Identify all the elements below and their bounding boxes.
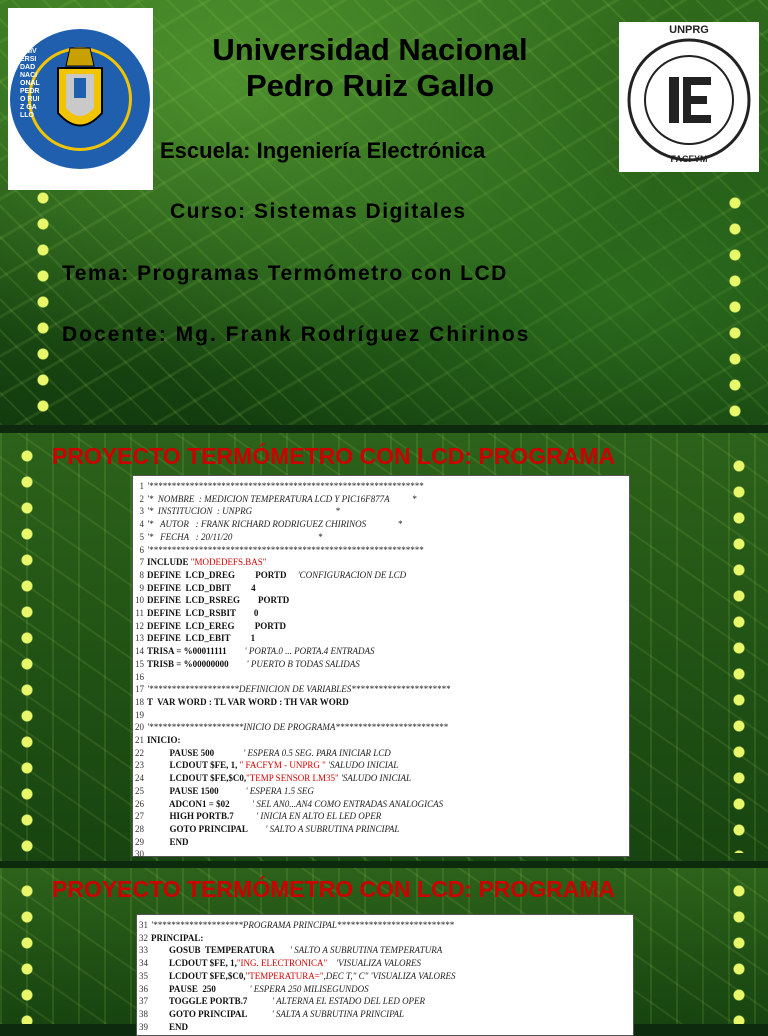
- line-number: 6: [139, 544, 144, 555]
- code-line: [133, 798, 443, 811]
- code-comment: ' PUERTO B TODAS SALIDAS: [246, 658, 360, 669]
- code-keyword: LCDOUT $FE,$C0,: [151, 970, 246, 981]
- code-line: [137, 983, 369, 996]
- code-keyword: PAUSE 250: [151, 983, 250, 994]
- code-comment: '*************************************************************: [147, 481, 424, 491]
- code-comment: '*************************************************************: [147, 544, 424, 555]
- code-line: [133, 505, 340, 518]
- code-line: [133, 683, 450, 696]
- code-comment: ' ESPERA 250 MILISEGUNDOS: [249, 983, 369, 994]
- code-line: [133, 836, 189, 849]
- line-number: 26: [135, 798, 144, 809]
- code-keyword: ADCON1 = $02: [147, 798, 253, 809]
- unprg-electronica-logo: [619, 22, 759, 172]
- line-number: 8: [139, 569, 144, 580]
- code-comment: ' INICIA EN ALTO EL LED OPER: [256, 811, 382, 822]
- code-line: [133, 721, 448, 734]
- code-line: [133, 556, 266, 569]
- code-comment: '* FECHA : 20/11/20 *: [147, 531, 323, 542]
- code-line: [133, 810, 381, 823]
- code-string: "TEMP SENSOR LM35": [246, 773, 339, 784]
- line-number: 15: [135, 658, 144, 669]
- code-comment: 'VISUALIZA VALORES: [327, 958, 422, 969]
- line-number: 18: [135, 696, 144, 707]
- code-slide-1: [0, 433, 768, 861]
- code-keyword: LCDOUT $FE,$C0,: [147, 773, 247, 784]
- code-line: [133, 785, 314, 798]
- code-keyword: T VAR WORD : TL VAR WORD : TH VAR WORD: [147, 696, 349, 707]
- code-line: [137, 957, 421, 970]
- line-number: 37: [139, 996, 148, 1007]
- line-number: 1: [139, 481, 144, 491]
- code-comment: ' SALTO A SUBRUTINA TEMPERATURA: [289, 945, 443, 956]
- code-comment: '* AUTOR : FRANK RICHARD RODRIGUEZ CHIRINOS *: [147, 519, 403, 530]
- code-line: [137, 944, 442, 957]
- line-number: 22: [135, 747, 144, 758]
- code-line: [133, 734, 181, 747]
- university-name-line2: Pedro Ruiz Gallo: [245, 68, 495, 103]
- pcb-dots-left: [14, 878, 40, 1024]
- code-keyword: TRISA = %00011111: [147, 646, 245, 657]
- line-number: 3: [139, 506, 144, 517]
- line-number: 7: [139, 557, 144, 568]
- line-number: 14: [135, 646, 144, 657]
- line-number: 21: [135, 735, 144, 745]
- code-keyword: INCLUDE: [147, 557, 191, 568]
- logo-right-top-text: UNPRG: [669, 24, 709, 36]
- line-number: 4: [139, 519, 144, 530]
- code-line: [137, 919, 454, 932]
- line-number: 13: [135, 633, 144, 644]
- line-number: 36: [139, 983, 148, 994]
- code-comment: ' SEL AN0...AN4 COMO ENTRADAS ANALOGICAS: [252, 798, 444, 809]
- code-slide-2: [0, 868, 768, 1032]
- code-line: [133, 607, 258, 620]
- code-keyword: INICIO:: [147, 735, 181, 745]
- code-keyword: DEFINE LCD_RSREG PORTD: [147, 595, 290, 606]
- pcb-dots-right: [726, 878, 752, 1024]
- code-string: "ING. ELECTRONICA": [236, 958, 328, 969]
- code-string: "MODEDEFS.BAS": [190, 557, 267, 568]
- code-keyword: DEFINE LCD_EBIT 1: [147, 633, 256, 644]
- code-line: [133, 569, 406, 582]
- line-number: 34: [139, 958, 148, 969]
- line-number: 17: [135, 684, 144, 695]
- code-comment: '* NOMBRE : MEDICION TEMPERATURA LCD Y PIC16F877A *: [147, 493, 417, 504]
- code-listing: [136, 914, 634, 1036]
- code-line: [133, 671, 147, 684]
- code-comment: 'SALUDO INICIAL: [338, 773, 412, 784]
- line-number: 12: [135, 620, 144, 631]
- line-number: 19: [135, 709, 144, 720]
- line-number: 27: [135, 811, 144, 822]
- logo-right-ring-text: ESCUELA PROFESIONAL DE INGENIERIA ELECTRONICA: [645, 62, 653, 67]
- code-line: [133, 518, 402, 531]
- code-line: [133, 772, 411, 785]
- line-number: 29: [135, 836, 144, 847]
- code-line: [133, 696, 349, 709]
- school-label: Escuela: Ingeniería Electrónica: [160, 138, 486, 163]
- code-string: " FACFYM - UNPRG ": [239, 760, 326, 771]
- unprg-university-logo: [8, 8, 153, 190]
- code-line: [137, 932, 203, 945]
- code-keyword: LCDOUT $FE, 1,: [151, 958, 237, 969]
- code-line: [133, 544, 423, 557]
- code-line: [133, 848, 147, 861]
- code-listing: [132, 475, 630, 860]
- code-line: [137, 1008, 404, 1021]
- code-keyword: DEFINE LCD_EREG PORTD: [147, 620, 286, 631]
- code-line: [137, 995, 425, 1008]
- code-line: [133, 594, 289, 607]
- code-line: [133, 645, 375, 658]
- code-line: [133, 480, 423, 493]
- pcb-dots-right: [726, 453, 752, 853]
- line-number: 24: [135, 773, 144, 784]
- code-keyword: GOTO PRINCIPAL: [147, 823, 266, 834]
- code-comment: 'SALUDO INICIAL: [325, 760, 399, 771]
- code-keyword: END: [147, 836, 189, 847]
- code-comment: ' ESPERA 0.5 SEG. PARA INICIAR LCD: [243, 747, 391, 758]
- code-comment: ' SALTA A SUBRUTINA PRINCIPAL: [271, 1008, 404, 1019]
- code-keyword: GOTO PRINCIPAL: [151, 1008, 272, 1019]
- code-comment: '* INSTITUCION : UNPRG *: [147, 506, 340, 517]
- code-line: [133, 493, 417, 506]
- logo-left-bottom-text: LAMBAYEQUE: [45, 168, 116, 179]
- code-line: [133, 531, 322, 544]
- code-line: [137, 1021, 188, 1034]
- topic-label: Tema: Programas Termómetro con LCD: [62, 262, 508, 285]
- code-keyword: PAUSE 1500: [147, 785, 246, 796]
- slide-heading: PROYECTO TERMÓMETRO CON LCD: PROGRAMA: [52, 876, 616, 902]
- course-label: Curso: Sistemas Digitales: [170, 200, 467, 223]
- line-number: 30: [135, 849, 144, 860]
- logo-left-outer-text: UNIVERSIDAD NACIONAL PEDRO RUIZ GALLO: [20, 48, 40, 119]
- code-string: "TEMPERATURA=": [245, 970, 324, 981]
- code-line: [133, 747, 391, 760]
- code-comment: '********************DEFINICION DE VARIABLES**********************: [147, 684, 451, 695]
- line-number: 23: [135, 760, 144, 771]
- code-line: [137, 970, 456, 983]
- code-line: [133, 709, 147, 722]
- line-number: 35: [139, 970, 148, 981]
- pcb-dots-left: [30, 185, 56, 425]
- code-line: [133, 620, 286, 633]
- pcb-dots-right: [722, 190, 748, 420]
- code-keyword: DEFINE LCD_DBIT 4: [147, 582, 256, 593]
- line-number: 16: [135, 671, 144, 682]
- line-number: 38: [139, 1008, 148, 1019]
- code-keyword: DEFINE LCD_DREG PORTD: [147, 569, 298, 580]
- code-comment: '*********************INICIO DE PROGRAMA*************************: [147, 722, 448, 733]
- line-number: 25: [135, 785, 144, 796]
- code-line: [133, 582, 256, 595]
- code-keyword: PRINCIPAL:: [151, 932, 204, 943]
- code-comment: ,DEC T," C" 'VISUALIZA VALORES: [323, 970, 456, 981]
- code-keyword: TRISB = %00000000: [147, 658, 247, 669]
- code-comment: 'CONFIGURACION DE LCD: [297, 569, 407, 580]
- code-keyword: HIGH PORTB.7: [147, 811, 257, 822]
- line-number: 5: [139, 531, 144, 542]
- line-number: 11: [135, 608, 144, 618]
- logo-right-bottom-text: FACFYM: [670, 154, 708, 164]
- line-number: 32: [139, 932, 148, 943]
- code-comment: ' PORTA.0 ... PORTA.4 ENTRADAS: [244, 646, 375, 657]
- code-comment: ' SALTO A SUBRUTINA PRINCIPAL: [265, 823, 400, 834]
- slide-heading: PROYECTO TERMÓMETRO CON LCD: PROGRAMA: [52, 443, 616, 469]
- code-comment: '********************PROGRAMA PRINCIPAL**************************: [151, 920, 454, 930]
- code-line: [133, 823, 399, 836]
- code-line: [133, 658, 360, 671]
- line-number: 9: [139, 582, 144, 593]
- code-keyword: END: [151, 1021, 189, 1032]
- line-number: 39: [139, 1021, 148, 1032]
- line-number: 31: [139, 920, 148, 930]
- teacher-label: Docente: Mg. Frank Rodríguez Chirinos: [62, 323, 531, 346]
- pcb-dots-left: [14, 443, 40, 853]
- code-keyword: LCDOUT $FE, 1,: [147, 760, 240, 771]
- line-number: 10: [135, 595, 144, 606]
- line-number: 28: [135, 823, 144, 834]
- title-slide: [0, 0, 768, 425]
- code-keyword: PAUSE 500: [147, 747, 244, 758]
- line-number: 20: [135, 722, 144, 733]
- line-number: 2: [139, 493, 144, 504]
- code-keyword: GOSUB TEMPERATURA: [151, 945, 290, 956]
- university-name-line1: Universidad Nacional: [212, 32, 528, 67]
- code-comment: ' ALTERNA EL ESTADO DEL LED OPER: [272, 996, 426, 1007]
- code-line: [133, 759, 398, 772]
- line-number: 33: [139, 945, 148, 956]
- code-line: [133, 632, 255, 645]
- code-keyword: TOGGLE PORTB.7: [151, 996, 273, 1007]
- code-comment: ' ESPERA 1.5 SEG: [245, 785, 314, 796]
- code-keyword: DEFINE LCD_RSBIT 0: [147, 608, 259, 618]
